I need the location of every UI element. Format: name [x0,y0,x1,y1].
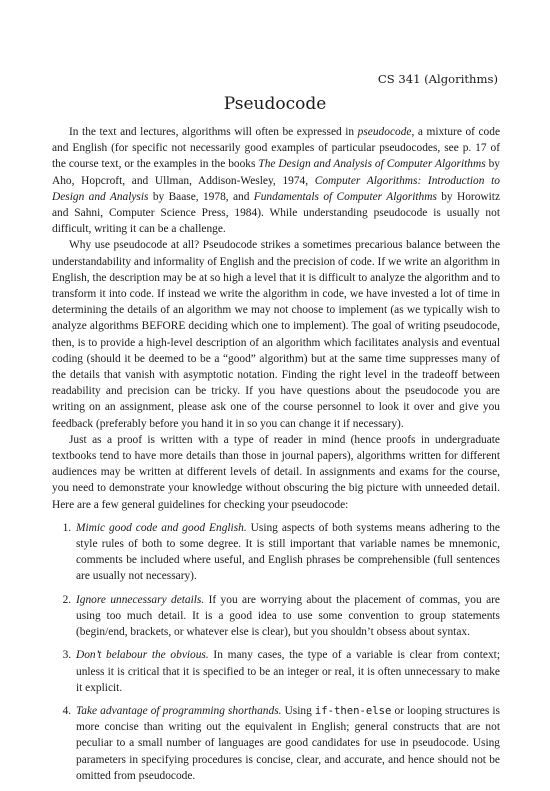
paragraph: Why use pseudocode at all? Pseudocode strikes a sometimes precarious balance between the understandability and informality of English and the precision of code. If we write an algorithm in English, the description may be at so high a level that it is difficult to analyze the algorithm and to transform it into code. If instead we write the algorithm in code, we have invested a lot of time in determining the details of an algorithm we may not choose to implement (as we typically wish to analyze algorithms BEFORE deciding which one to implement). The goal of writing pseudocode, then, is to provide a high-level description of an algorithm which facilitates analysis and eventual coding (should it be deemed to be a “good” algorithm) but at the same time suppresses many of the details that vanish with asymptotic notation. Finding the right level in the tradeoff between readability and precision can be tricky. If you have questions about the pseudocode you are writing on an assignment, please ask one of the course personnel to look it over and give you feedback (preferably before you hand it in so you can change it if necessary). [52,239,500,430]
page-title: Pseudocode [223,94,327,114]
document-body [52,124,500,791]
list-item: 3. Don’t belabour the obvious. In many cases, the type of a variable is clear from context; unless it is critical that it is specified to be an integer or real, it is often unnecessary to make it explicit. [74,647,500,696]
list-item: 1. Mimic good code and good English. Using aspects of both systems means adhering to the style rules of both to some degree. It is still important that variable names be mnemonic, comments be included where useful, and English phrases be comprehensible (full sentences are usually not necessary). [74,520,500,585]
list-item: 2. Ignore unnecessary details. If you are worrying about the placement of commas, you are using too much detail. It is a good idea to use some convention to group statements (begin/end, brackets, or whatever else is clear), but you shouldn’t obsess about syntax. [74,592,500,641]
course-label: CS 341 (Algorithms) [377,72,498,86]
list-item: 4. Take advantage of programming shorthands. Using if-then-else or looping structures is more concise than writing out the equivalent in English; general constructs that are not peculiar to a small number of languages are good candidates for use in pseudocode. Using parameters in specifying procedures is concise, clear, and accurate, and hence should not be omitted from pseudocode. [74,703,500,784]
paragraph: In the text and lectures, algorithms will often be expressed in pseudocode, a mixture of code and English (for specific not necessarily good examples of particular pseudocodes, see p. 17 of the course text, or the examples in the books The Design and Analysis of Computer Algorithms by Aho, Hopcroft, and Ullman, Addison-Wesley, 1974, Computer Algorithms: Introduction to Design and Analysis by Baase, 1978, and Fundamentals of Computer Algorithms by Horowitz and Sahni, Computer Science Press, 1984). While understanding pseudocode is usually not difficult, writing it can be a challenge. [52,126,501,236]
paragraph: Just as a proof is written with a type of reader in mind (hence proofs in undergraduate textbooks tend to have more details than those in journal papers), algorithms written for different audiences may be written at different levels of detail. In assignments and exams for the course, you need to demonstrate your knowledge without obscuring the big picture with unneeded detail. Here are a few general guidelines for checking your pseudocode: [52,433,500,511]
guidelines-list [52,520,500,784]
